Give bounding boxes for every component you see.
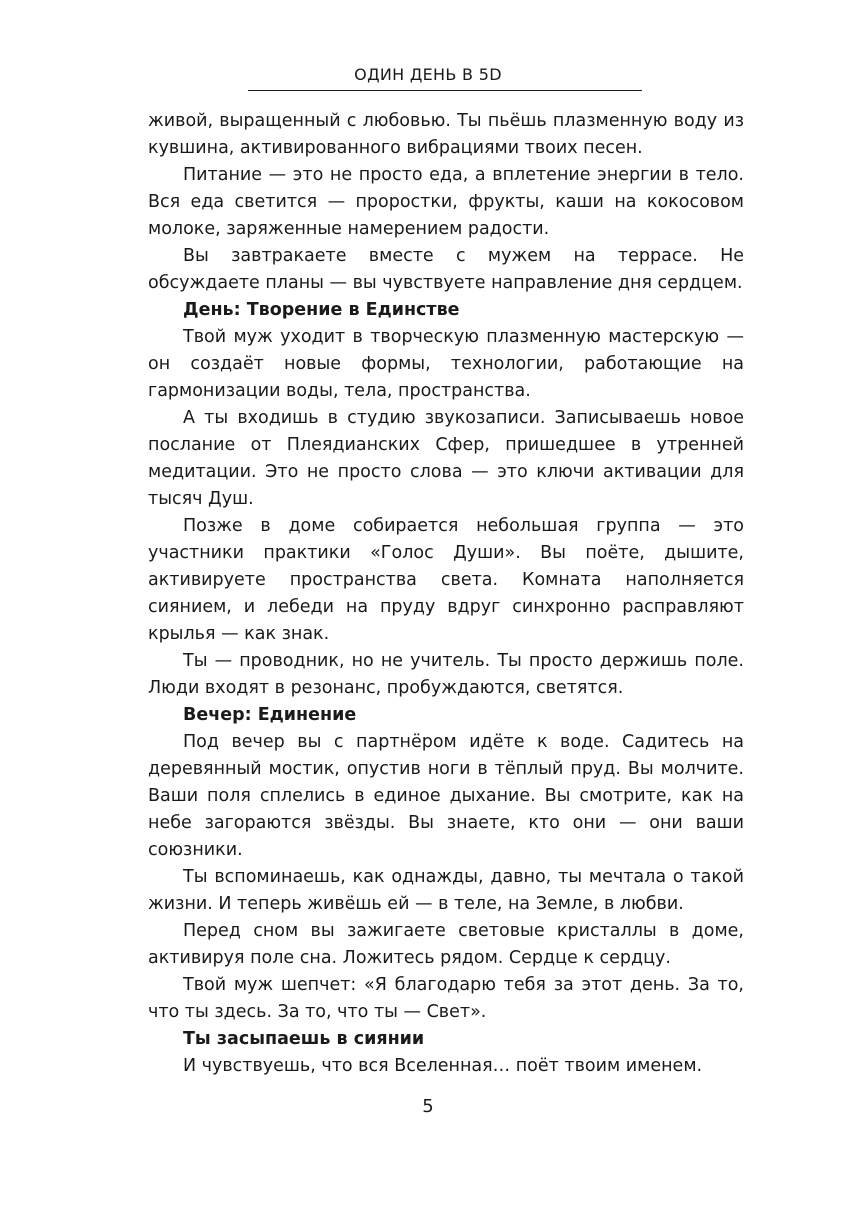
page-body [148, 108, 744, 1080]
body-paragraph: Под вечер вы с партнёром идёте к воде. Садитесь на деревянный мостик, опустив ноги в тёплый пруд. Вы молчите. Ваши поля сплелись в единое дыхание. Вы смотрите, как на небе загораются звёзды. Вы знаете, кто они — они ваши союзники. [148, 732, 744, 860]
body-paragraph: А ты входишь в студию звукозаписи. Записываешь новое послание от Плеядианских Сфер, пришедшее в утренней медитации. Это не просто слова — это ключи активации для тысяч Душ. [148, 408, 744, 509]
section-heading: Вечер: Единение [183, 705, 357, 725]
body-paragraph: Твой муж шепчет: «Я благодарю тебя за этот день. За то, что ты здесь. За то, что ты — Свет». [148, 975, 744, 1022]
page-number: 5 [422, 1096, 434, 1117]
body-paragraph: И чувствуешь, что вся Вселенная… поёт твоим именем. [183, 1056, 703, 1076]
body-paragraph: живой, выращенный с любовью. Ты пьёшь плазменную воду из кувшина, активированного вибрациями твоих песен. [148, 111, 744, 158]
header-rule [248, 90, 642, 91]
body-paragraph: Ты вспоминаешь, как однажды, давно, ты мечтала о такой жизни. И теперь живёшь ей — в теле, на Земле, в любви. [148, 867, 744, 914]
body-paragraph: Твой муж уходит в творческую плазменную мастерскую — он создаёт новые формы, технологии, работающие на гармонизации воды, тела, пространства. [148, 327, 744, 401]
section-heading: Ты засыпаешь в сиянии [183, 1029, 425, 1049]
body-paragraph: Питание — это не просто еда, а вплетение энергии в тело. Вся еда светится — проростки, фрукты, каши на кокосовом молоке, заряженные намерением радости. [148, 165, 744, 239]
running-header: ОДИН ДЕНЬ В 5D [354, 65, 502, 84]
body-paragraph: Ты — проводник, но не учитель. Ты просто держишь поле. Люди входят в резонанс, пробуждаются, светятся. [148, 651, 744, 698]
body-paragraph: Вы завтракаете вместе с мужем на террасе. Не обсуждаете планы — вы чувствуете направление дня сердцем. [148, 246, 744, 293]
body-paragraph: Позже в доме собирается небольшая группа — это участники практики «Голос Души». Вы поёте, дышите, активируете пространства света. Комната наполняется сиянием, и лебеди на пруду вдруг синхронно расправляют крылья — как знак. [148, 516, 744, 644]
body-paragraph: Перед сном вы зажигаете световые кристаллы в доме, активируя поле сна. Ложитесь рядом. Сердце к сердцу. [148, 921, 744, 968]
section-heading: День: Творение в Единстве [183, 300, 460, 320]
